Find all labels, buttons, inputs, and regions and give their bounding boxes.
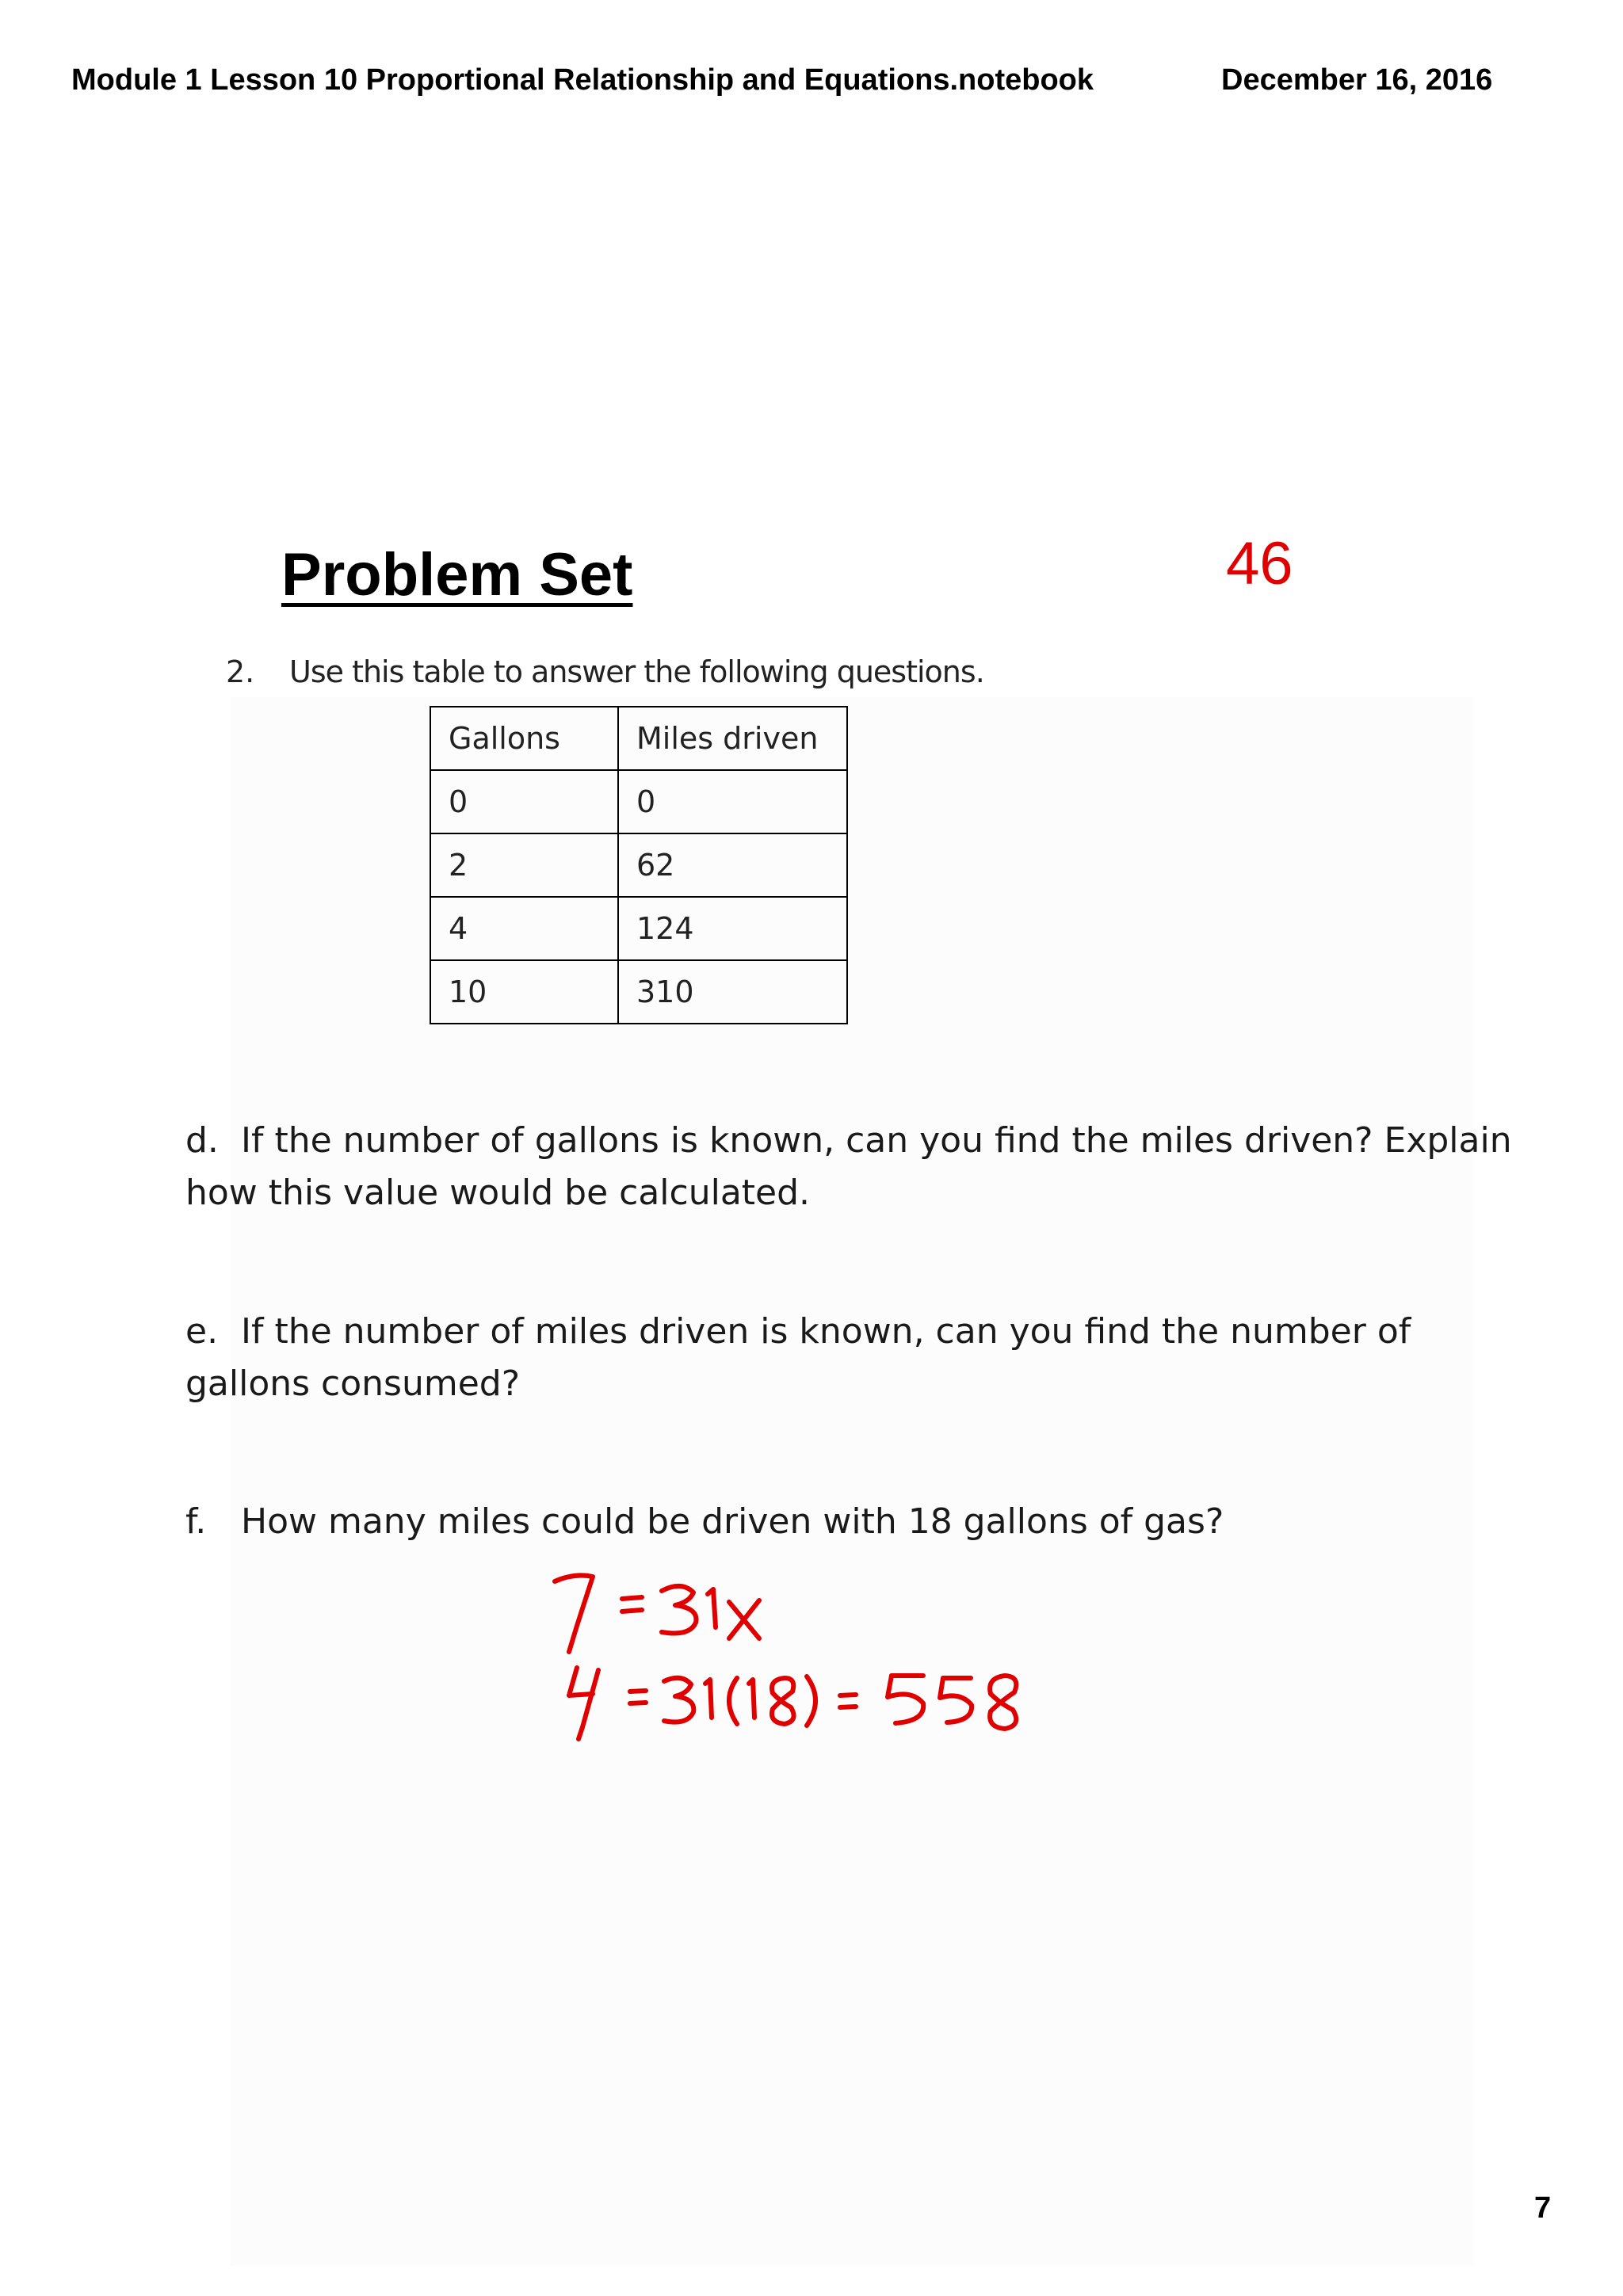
part-letter: e.	[185, 1311, 219, 1352]
page-title: Problem Set	[281, 541, 633, 608]
table-header-miles: Miles driven	[618, 707, 847, 770]
table-cell: 124	[618, 897, 847, 960]
notebook-title: Module 1 Lesson 10 Proportional Relationship and Equations.notebook	[71, 63, 1094, 97]
part-text: How many miles could be driven with 18 gallons of gas?	[241, 1501, 1224, 1542]
question-number: 2.	[226, 654, 255, 689]
part-e-line2: gallons consumed?	[185, 1363, 521, 1404]
notebook-date: December 16, 2016	[1221, 63, 1493, 97]
handwritten-equation-line2	[569, 1668, 1016, 1739]
table-cell: 0	[618, 770, 847, 833]
table-cell: 2	[430, 833, 618, 897]
question-text: Use this table to answer the following questions.	[289, 654, 984, 689]
table-cell: 62	[618, 833, 847, 897]
part-letter: f.	[185, 1501, 207, 1542]
part-text: If the number of gallons is known, can you find the miles driven? Explain	[241, 1120, 1512, 1161]
table-cell: 10	[430, 960, 618, 1024]
part-text: If the number of miles driven is known, can you find the number of	[241, 1311, 1411, 1352]
part-d-line2: how this value would be calculated.	[185, 1173, 811, 1213]
table-cell: 4	[430, 897, 618, 960]
table-cell: 310	[618, 960, 847, 1024]
handwritten-annotation-number: 46	[1226, 530, 1293, 597]
page-number: 7	[1534, 2191, 1552, 2225]
handwritten-equation-line1	[555, 1575, 759, 1652]
table-header-gallons: Gallons	[430, 707, 618, 770]
table-cell: 0	[430, 770, 618, 833]
part-letter: d.	[185, 1120, 219, 1161]
